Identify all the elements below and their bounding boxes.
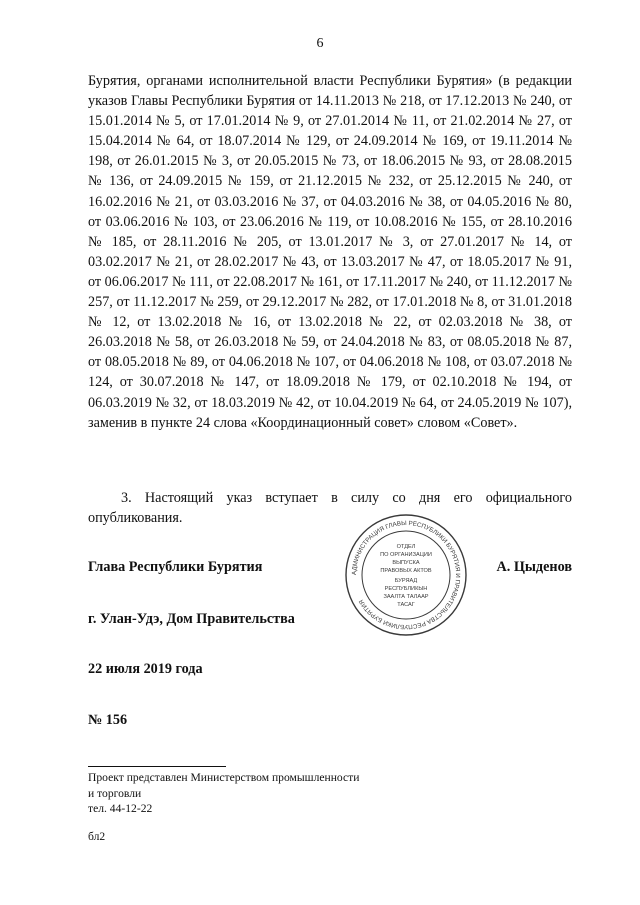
seal-line: ПО ОРГАНИЗАЦИИ [380, 552, 432, 558]
seal-line: ВЫПУСКА [392, 560, 420, 566]
footnote [88, 770, 359, 817]
seal-line: ПРАВОВЫХ АКТОВ [380, 568, 432, 574]
page-number: 6 [316, 36, 324, 51]
official-seal [343, 512, 469, 638]
seal-line: ОТДЕЛ [396, 544, 416, 550]
executor-initials: бл2 [88, 830, 106, 843]
seal-line: РЕСПУБЛИКЫН [384, 586, 428, 592]
seal-line: ТАСАГ [397, 602, 415, 608]
footnote-line: и торговли [88, 786, 142, 800]
signatory-title: Глава Республики Бурятия [88, 559, 263, 575]
footnote-phone: тел. 44-12-22 [88, 802, 153, 815]
paragraph-3: 3. Настоящий указ вступает в силу со дня его официального опубликования. [88, 490, 572, 527]
footnote-divider [88, 766, 226, 767]
footnote-line: Проект представлен Министерством промышленности [88, 771, 360, 784]
paragraph-continuation: Бурятия, органами исполнительной власти Республики Бурятия» (в редакции указов Главы Республики Бурятия от 14.11.2013 № 218, от 17.12.2013 № 240, от 15.01.2014 № 5, от 17.01.2014 № 9, от 27.01.2014 № 11, от 21.02.2014 № 27, от 15.04.2014 № 64, от 18.07.2014 № 129, от 24.09.2014 № 169, от 19.11.2014 № 198, от 26.01.2015 № 3, от 20.05.2015 № 73, от 18.06.2015 № 93, от 28.08.2015 № 136, от 24.09.2015 № 159, от 21.12.2015 № 232, от 25.12.2015 № 240, от 16.02.2016 № 21, от 03.03.2016 № 37, от 04.03.2016 № 38, от 04.05.2016 № 80, от 03.06.2016 № 103, от 23.06.2016 № 119, от 10.08.2016 № 155, от 28.10.2016 № 185, от 28.11.2016 № 205, от 13.01.2017 № 3, от 27.01.2017 № 14, от 03.02.2017 № 21, от 28.02.2017 № 43, от 13.03.2017 № 47, от 18.05.2017 № 91, от 06.06.2017 № 111, от 22.08.2017 № 161, от 17.11.2017 № 240, от 11.12.2017 № 257, от 11.12.2017 № 259, от 29.12.2017 № 282, от 17.01.2018 № 8, от 31.01.2018 № 12, от 13.02.2018 № 16, от 13.02.2018 № 22, от 02.03.2018 № 38, от 26.03.2018 № 58, от 26.03.2018 № 59, от 24.04.2018 № 83, от 08.05.2018 № 87, от 08.05.2018 № 89, от 04.06.2018 № 107, от 04.06.2018 № 108, от 03.07.2018 № 124, от 30.07.2018 № 147, от 18.09.2018 № 179, от 02.10.2018 № 194, от 06.03.2019 № 32, от 18.03.2019 № 42, от 10.04.2019 № 64, от 24.05.2019 № 107), заменив в пункте 24 слова «Координационный совет» словом «Совет». [88, 73, 572, 431]
decree-number: № 156 [88, 712, 128, 728]
seal-line: БУРЯАД [394, 578, 418, 584]
signing-place: г. Улан-Удэ, Дом Правительства [88, 611, 295, 627]
seal-line: ЗААЛТА ТАЛААР [383, 594, 429, 600]
signatory-name: А. Цыденов [496, 559, 572, 575]
seal-ring-text: АДМИНИСТРАЦИЯ ГЛАВЫ РЕСПУБЛИКИ БУРЯТИЯ И ПРАВИТЕЛЬСТВА РЕСПУБЛИКИ БУРЯТИЯ [350, 519, 462, 631]
signing-date: 22 июля 2019 года [88, 661, 203, 677]
